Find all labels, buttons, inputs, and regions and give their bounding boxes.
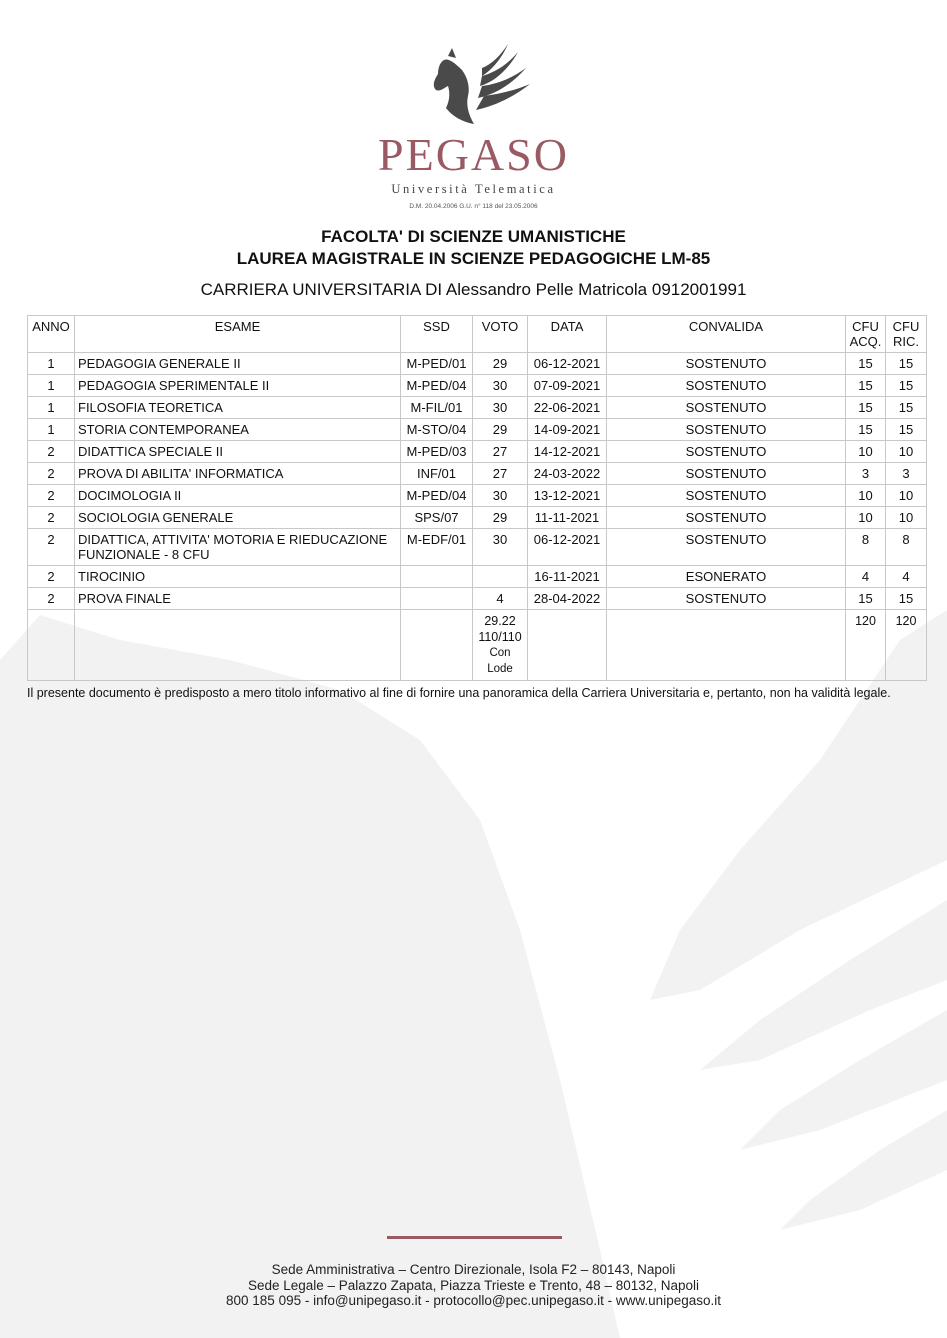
cell-voto: 4: [473, 588, 528, 610]
cell-voto: 27: [473, 463, 528, 485]
cell-convalida: ESONERATO: [607, 566, 846, 588]
table-header-row: [28, 316, 927, 353]
cell-cfu-acq: 15: [846, 375, 886, 397]
faculty-title: FACOLTA' DI SCIENZE UMANISTICHE: [321, 227, 626, 246]
cell-ssd: [401, 588, 473, 610]
cell-data: 24-03-2022: [528, 463, 607, 485]
cell-esame: PEDAGOGIA SPERIMENTALE II: [75, 375, 401, 397]
cell-voto: 30: [473, 397, 528, 419]
cell-voto: 27: [473, 441, 528, 463]
cell-esame: PROVA DI ABILITA' INFORMATICA: [75, 463, 401, 485]
cell-data: 14-12-2021: [528, 441, 607, 463]
cell-ssd: INF/01: [401, 463, 473, 485]
logo-subtitle: Università Telematica: [391, 182, 556, 196]
cell-voto: 30: [473, 375, 528, 397]
average-grade: 29.22: [484, 614, 516, 628]
cell-voto: 30: [473, 529, 528, 566]
cell-esame: SOCIOLOGIA GENERALE: [75, 507, 401, 529]
logo-wordmark: PEGASO: [378, 129, 569, 180]
col-header-anno: ANNO: [28, 316, 75, 353]
cell-esame: STORIA CONTEMPORANEA: [75, 419, 401, 441]
cell-voto: [473, 566, 528, 588]
footer-contacts: 800 185 095 - info@unipegaso.it - protocollo@pec.unipegaso.it - www.unipegaso.it: [226, 1293, 721, 1308]
cell-ssd: M-EDF/01: [401, 529, 473, 566]
cell-voto: 29: [473, 353, 528, 375]
totals-row: [28, 610, 927, 681]
cell-esame: TIROCINIO: [75, 566, 401, 588]
cell-esame: DOCIMOLOGIA II: [75, 485, 401, 507]
col-header-data: DATA: [528, 316, 607, 353]
cell-convalida: SOSTENUTO: [607, 419, 846, 441]
cell-anno: 2: [28, 529, 75, 566]
col-header-ssd: SSD: [401, 316, 473, 353]
cell-ssd: M-PED/01: [401, 353, 473, 375]
exams-table: [27, 315, 927, 681]
totals-empty: [75, 610, 401, 681]
cell-anno: 2: [28, 463, 75, 485]
cell-esame: FILOSOFIA TEORETICA: [75, 397, 401, 419]
cell-convalida: SOSTENUTO: [607, 485, 846, 507]
totals-empty: [28, 610, 75, 681]
cell-cfu-ric: 10: [886, 441, 927, 463]
cell-cfu-ric: 15: [886, 397, 927, 419]
cell-anno: 2: [28, 588, 75, 610]
total-cfu-ric: 120: [886, 610, 927, 681]
col-header-cfu-ric: CFU RIC.: [886, 316, 927, 353]
cell-convalida: SOSTENUTO: [607, 507, 846, 529]
footer-admin-address: Sede Amministrativa – Centro Direzionale, Isola F2 – 80143, Napoli: [271, 1262, 676, 1277]
cell-voto: 29: [473, 419, 528, 441]
cell-data: 16-11-2021: [528, 566, 607, 588]
cell-voto: 30: [473, 485, 528, 507]
cell-convalida: SOSTENUTO: [607, 441, 846, 463]
cell-cfu-ric: 10: [886, 507, 927, 529]
totals-empty: [528, 610, 607, 681]
cell-cfu-acq: 15: [846, 588, 886, 610]
cell-data: 28-04-2022: [528, 588, 607, 610]
cell-anno: 2: [28, 507, 75, 529]
cell-ssd: M-PED/04: [401, 375, 473, 397]
cell-ssd: M-PED/04: [401, 485, 473, 507]
cell-data: 06-12-2021: [528, 529, 607, 566]
col-header-voto: VOTO: [473, 316, 528, 353]
col-header-cfu-acq: CFU ACQ.: [846, 316, 886, 353]
table-row: [28, 485, 927, 507]
cell-voto: 29: [473, 507, 528, 529]
cell-ssd: M-STO/04: [401, 419, 473, 441]
table-row: [28, 507, 927, 529]
degree-title: LAUREA MAGISTRALE IN SCIENZE PEDAGOGICHE LM-85: [236, 249, 711, 268]
total-cfu-acq: 120: [846, 610, 886, 681]
table-row: [28, 397, 927, 419]
cell-esame: DIDATTICA, ATTIVITA' MOTORIA E RIEDUCAZIONE FUNZIONALE - 8 CFU: [75, 529, 401, 566]
table-row: [28, 375, 927, 397]
cell-esame: PEDAGOGIA GENERALE II: [75, 353, 401, 375]
cell-cfu-ric: 15: [886, 588, 927, 610]
university-logo: [0, 40, 947, 210]
cell-data: 22-06-2021: [528, 397, 607, 419]
footer-divider: [387, 1236, 562, 1239]
cell-convalida: SOSTENUTO: [607, 463, 846, 485]
table-row: [28, 566, 927, 588]
cell-esame: DIDATTICA SPECIALE II: [75, 441, 401, 463]
totals-grade-cell: [473, 610, 528, 681]
cell-ssd: M-PED/03: [401, 441, 473, 463]
cell-anno: 2: [28, 566, 75, 588]
table-row: [28, 353, 927, 375]
cell-convalida: SOSTENUTO: [607, 375, 846, 397]
cell-data: 13-12-2021: [528, 485, 607, 507]
cell-cfu-ric: 3: [886, 463, 927, 485]
col-header-esame: ESAME: [75, 316, 401, 353]
cell-cfu-acq: 15: [846, 353, 886, 375]
table-row: [28, 441, 927, 463]
cell-data: 07-09-2021: [528, 375, 607, 397]
honors: Con Lode: [487, 647, 513, 675]
footer-legal-address: Sede Legale – Palazzo Zapata, Piazza Trieste e Trento, 48 – 80132, Napoli: [247, 1277, 700, 1293]
final-grade: 110/110: [478, 630, 522, 644]
totals-empty: [401, 610, 473, 681]
cell-convalida: SOSTENUTO: [607, 588, 846, 610]
disclaimer-text: Il presente documento è predisposto a mero titolo informativo al fine di fornire una panoramica della Carriera Universitaria e, pertanto, non ha validità legale.: [27, 686, 891, 700]
cell-data: 14-09-2021: [528, 419, 607, 441]
table-row: [28, 588, 927, 610]
cell-cfu-acq: 10: [846, 441, 886, 463]
cell-cfu-ric: 15: [886, 419, 927, 441]
cell-cfu-ric: 8: [886, 529, 927, 566]
cell-convalida: SOSTENUTO: [607, 529, 846, 566]
cell-convalida: SOSTENUTO: [607, 353, 846, 375]
cell-ssd: SPS/07: [401, 507, 473, 529]
cell-anno: 1: [28, 397, 75, 419]
cell-cfu-acq: 10: [846, 485, 886, 507]
table-row: [28, 529, 927, 566]
logo-decree: D.M. 20.04.2006 G.U. n° 118 del 23.05.2006: [409, 203, 538, 210]
cell-cfu-ric: 15: [886, 353, 927, 375]
cell-cfu-acq: 8: [846, 529, 886, 566]
cell-cfu-ric: 4: [886, 566, 927, 588]
cell-anno: 1: [28, 353, 75, 375]
cell-cfu-ric: 15: [886, 375, 927, 397]
cell-cfu-acq: 15: [846, 419, 886, 441]
cell-esame: PROVA FINALE: [75, 588, 401, 610]
table-row: [28, 419, 927, 441]
cell-anno: 1: [28, 419, 75, 441]
cell-anno: 1: [28, 375, 75, 397]
totals-empty: [607, 610, 846, 681]
career-title: CARRIERA UNIVERSITARIA DI Alessandro Pelle Matricola 0912001991: [200, 280, 747, 299]
cell-cfu-acq: 10: [846, 507, 886, 529]
cell-anno: 2: [28, 441, 75, 463]
pegasus-horse-icon: [404, 40, 544, 130]
cell-cfu-acq: 3: [846, 463, 886, 485]
cell-data: 06-12-2021: [528, 353, 607, 375]
cell-cfu-acq: 4: [846, 566, 886, 588]
cell-convalida: SOSTENUTO: [607, 397, 846, 419]
cell-ssd: [401, 566, 473, 588]
cell-cfu-ric: 10: [886, 485, 927, 507]
cell-ssd: M-FIL/01: [401, 397, 473, 419]
footer: [0, 1262, 947, 1309]
cell-anno: 2: [28, 485, 75, 507]
cell-data: 11-11-2021: [528, 507, 607, 529]
cell-cfu-acq: 15: [846, 397, 886, 419]
table-row: [28, 463, 927, 485]
col-header-convalida: CONVALIDA: [607, 316, 846, 353]
